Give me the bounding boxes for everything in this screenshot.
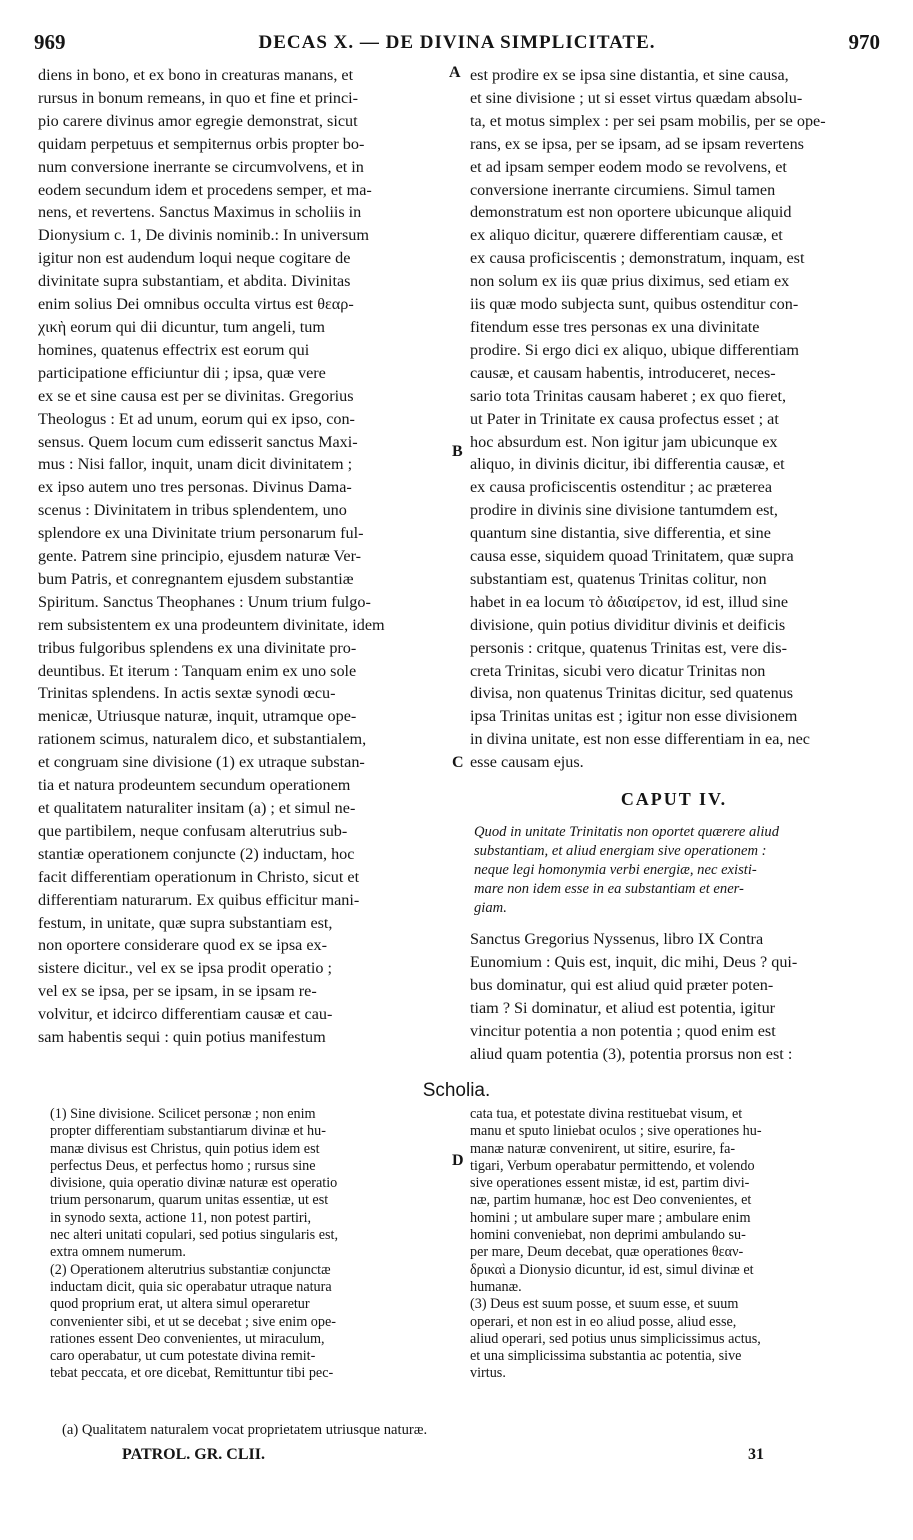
right-column-top-line: in divina unitate, est non esse differentiam in ea, nec [470,730,810,749]
right-column-top-line: ex causa proficiscentis ; demonstratum, inquam, est [470,249,805,268]
margin-marker-a: A [449,64,461,81]
left-column-line: eodem secundum idem et procedens semper, et ma- [38,180,372,199]
right-column-top-line: causa esse, siquidem quoad Trinitatem, quæ supra [470,547,794,566]
footer-signature: 31 [748,1446,764,1463]
right-column-bottom-line: vincitur potentia a non potentia ; quod enim est [470,1021,776,1040]
left-column-line: vel ex se ipsa, per se ipsam, in se ipsam re- [38,982,317,1001]
left-column-line: rem subsistentem ex una prodeuntem divinitate, idem [38,615,385,634]
right-column-bottom-paragraph [470,928,878,1065]
scholia-right-line: operari, et non est in eo aliud posse, aliud esse, [470,1313,737,1330]
right-column-top-line: habet in ea locum τὸ ἀδιαίρετον, id est, illud sine [470,592,789,611]
left-column-line: gente. Patrem sine principio, ejusdem naturæ Ver- [38,547,362,566]
right-column-top-line: sario tota Trinitas causam haberet ; ex quo fieret, [470,386,787,405]
left-column-line: facit differentiam operationum in Christo, sicut et [38,867,360,886]
left-column-line: rationem scimus, naturalem dico, et substantialem, [38,730,367,749]
scholia-right-line: et una simplicissima substantia ac potentia, sive [470,1348,742,1365]
right-column-bottom-line: Eunomium : Quis est, inquit, dic mihi, Deus ? qui- [470,952,798,971]
scholia-right-line: tigari, Verbum operabatur permittendo, et volendo [470,1157,755,1174]
right-column-bottom-line: aliud quam potentia (3), potentia prorsus non est : [470,1044,793,1063]
left-column-line: χικὴ eorum qui dii dicuntur, tum angeli, tum [38,317,325,336]
scholia-left-line: trium personarum, quarum unitas essentiæ, ut est [50,1192,329,1209]
left-column-line: stantiæ operationem conjuncte (2) inductam, hoc [38,844,355,863]
scholia-right-line: aliud operari, sed potius unus simplicissimus actus, [470,1330,761,1347]
right-column-bottom-line: bus dominatur, qui est aliud quid præter poten- [470,975,774,994]
left-column-line: Dionysium c. 1, De divinis nominib.: In universum [38,226,369,245]
right-column-top-line: creta Trinitas, sicubi vero dicatur Trinitas non [470,661,766,680]
left-column-line: Theologus : Et ad unum, eorum qui ex ipso, con- [38,409,355,428]
left-column-line: num conversione inerrante se circumvolvens, et in [38,157,364,176]
left-column-line: sensus. Quem locum cum edisserit sanctus Maxi- [38,432,358,451]
left-column-line: ex ipso autem uno tres personas. Divinus Dama- [38,478,352,497]
scholia-left-line: (2) Operationem alterutrius substantiæ conjunctæ [50,1261,331,1278]
right-column-top-line: et ad ipsam semper eodem modo se revolvens, et [470,157,787,176]
running-header [34,30,880,60]
chapter-summary-line: Quod in unitate Trinitatis non oportet quærere aliud [474,824,779,840]
right-column-top-line: quantum sine distantia, sive differentia, et sine [470,524,771,543]
scholia-left-line: propter differentiam substantiarum divinæ et hu- [50,1123,326,1140]
scholia-right-line: manu et sputo liniebat oculos ; sive operationes hu- [470,1123,762,1140]
left-column-line: divinitate supra substantiam, et abdita. Divinitas [38,272,351,291]
scholia-right-line: (3) Deus est suum posse, et suum esse, et suum [470,1296,739,1313]
scholia-left-line: caro operabatur, ut cum potestate divina remit- [50,1348,316,1365]
scholia-left-line: rationes essent Deo convenientes, ut miraculum, [50,1330,325,1347]
chapter-summary [470,823,878,918]
left-column-line: mus : Nisi fallor, inquit, unam dicit divinitatem ; [38,455,353,474]
footer-volume: PATROL. GR. CLII. [122,1446,265,1463]
running-title: DECAS X. — DE DIVINA SIMPLICITATE. [258,32,656,53]
scholia-left-line: perfectus Deus, et perfectus homo ; rursus sine [50,1157,316,1174]
right-column-top-line: substantiam est, quatenus Trinitas colitur, non [470,569,767,588]
scholia-right-line: homini ; ut ambulare super mare ; ambulare enim [470,1209,751,1226]
right-column-text [470,64,878,1065]
left-column-line: igitur non est audendum loqui neque cogitare de [38,249,351,268]
scholia-left-line: manæ divisus est Christus, quin potius idem est [50,1140,320,1157]
left-column-line: rursus in bonum remeans, in quo et fine et princi- [38,88,359,107]
right-column-top-paragraph [470,64,878,774]
left-column-line: Trinitas splendens. In actis sextæ synodi œcu- [38,684,336,703]
right-column-top-line: ipsa Trinitas unitas est ; igitur non esse divisionem [470,707,798,726]
left-column-text [38,64,446,1049]
left-column-line: sam habentis sequi : quin potius manifestum [38,1028,326,1047]
right-column-top-line: rans, ex se ipsa, per se ipsam, ad se ipsam revertens [470,134,804,153]
scholia-left-line: (1) Sine divisione. Scilicet personæ ; non enim [50,1106,316,1122]
left-column-line: que partibilem, neque confusam alterutrius sub- [38,821,348,840]
right-column-top-line: ut Pater in Trinitate ex causa profectus esset ; at [470,409,779,428]
left-column-line: sistere dicitur., vel ex se ipsa prodit operatio ; [38,959,332,978]
left-column-line: differentiam naturarum. Ex quibus efficitur mani- [38,890,360,909]
scholia-left-line: extra omnem numerum. [50,1244,186,1261]
left-column-line: Spiritum. Sanctus Theophanes : Unum trium fulgo- [38,592,371,611]
scholia-left-line: quod proprium erat, ut altera simul operaretur [50,1296,310,1313]
margin-marker-b: B [452,443,463,460]
left-column-line: et qualitatem naturaliter insitam (a) ; et simul ne- [38,799,356,817]
right-column-top-line: non solum ex iis quæ prius diximus, sed etiam ex [470,272,790,291]
right-column-top-line: conversione inerrante circumiens. Simul tamen [470,180,776,199]
right-column-top-line: divisa, non quatenus Trinitas dicitur, sed quatenus [470,684,794,703]
left-column-line: quidam perpetuus et sempiternus orbis propter bo- [38,134,365,153]
right-page-number: 970 [848,30,880,54]
scholia-left-line: nec alteri unitati copulari, sed potius singularis est, [50,1227,339,1244]
left-column-line: menicæ, Utriusque naturæ, inquit, utramque ope- [38,707,357,726]
left-column-line: non oportere considerare quod ex se ipsa ex- [38,936,328,955]
footnote: (a) Qualitatem naturalem vocat proprietatem utriusque naturæ. [62,1422,428,1438]
left-column-line: splendore ex una Divinitate trium personarum ful- [38,524,364,543]
left-column-line: volvitur, et idcirco differentiam causæ et cau- [38,1005,333,1024]
chapter-summary-line: neque legi homonymia verbi energiæ, nec existi- [474,862,757,878]
left-page-number: 969 [34,30,66,54]
scholia-left-line: tebat peccata, et ore dicebat, Remittuntur tibi pec- [50,1365,334,1382]
right-column-top-line: ex causa proficiscentis ostenditur ; ac præterea [470,478,773,497]
left-column-line: et congruam sine divisione (1) ex utraque substan- [38,753,365,772]
right-column-bottom-line: Sanctus Gregorius Nyssenus, libro IX Contra [470,930,764,948]
right-column-top-line: iis quæ modo subjecta sunt, quibus ostenditur con- [470,295,799,314]
scholia-right-line: virtus. [470,1365,506,1382]
left-column-line: bum Patris, et conregnantem ejusdem substantiæ [38,569,354,588]
margin-marker-c: C [452,754,464,771]
scholia-right-column [470,1106,878,1383]
right-column-top-line: aliquo, in divinis dicitur, ibi differentia causæ, et [470,455,785,474]
right-column-bottom-line: tiam ? Si dominatur, et aliud est potentia, igitur [470,998,776,1017]
chapter-summary-line: substantiam, et aliud energiam sive operationem : [474,843,767,859]
left-column-line: pio carere divinus amor egregie demonstrat, sicut [38,111,358,130]
scholia-right-line: δρικαὶ a Dionysio dicuntur, id est, simul divinæ et [470,1261,754,1278]
right-column-top-line: ex aliquo dicitur, quærere differentiam causæ, et [470,226,783,245]
scholia-left-line: in synodo sexta, actione 11, non potest partiri, [50,1209,312,1226]
scholia-right-line: per mare, Deum decebat, quæ operationes θεαν- [470,1244,744,1261]
scholia-left-line: divisione, quia operatio divinæ naturæ est operatio [50,1175,338,1192]
scholia-right-line: manæ naturæ convenirent, ut sitire, esurire, fa- [470,1140,736,1157]
scholia-heading: Scholia. [422,1080,491,1101]
right-column-top-line: causæ, et causam habentis, introduceret, neces- [470,363,776,382]
left-column-line: scenus : Divinitatem in tribus splendentem, uno [38,501,347,520]
chapter-heading: CAPUT IV. [620,789,728,810]
left-column-line: enim solius Dei omnibus occulta virtus est θεαρ- [38,295,354,314]
left-column-line: deuntibus. Et iterum : Tanquam enim ex uno sole [38,661,357,680]
right-column-top-line: divisione, quin potius dividitur divinis et deificis [470,615,786,634]
left-column-line: tribus fulgoribus splendens ex una divinitate pro- [38,638,357,657]
right-column-top-line: ta, et motus simplex : per sei psam mobilis, per se ope- [470,111,826,130]
right-column-top-line: demonstratum est non oportere ubicunque aliquid [470,203,792,222]
right-column-top-line: est prodire ex se ipsa sine distantia, et sine causa, [470,66,789,84]
right-column-top-line: fitendum esse tres personas ex una divinitate [470,317,760,336]
left-column-line: festum, in unitate, quæ supra substantiam est, [38,913,333,932]
scholia-right-line: humanæ. [470,1278,522,1295]
scholia-left-column [50,1106,442,1383]
right-column-top-line: personis : critque, quatenus Trinitas est, vere dis- [470,638,787,657]
right-column-top-line: hoc absurdum est. Non igitur jam ubicunque ex [470,432,778,451]
margin-marker-d: D [452,1152,464,1169]
scholia-right-line: homini conveniebat, non deprimi ambulando su- [470,1227,746,1244]
left-column-line: homines, quatenus effectrix est eorum qui [38,340,310,359]
chapter-summary-line: giam. [474,900,507,916]
left-column-line: diens in bono, et ex bono in creaturas manans, et [38,66,354,84]
scholia-right-line: næ, partim humanæ, hoc est Deo convenientes, et [470,1192,752,1209]
right-column-top-line: prodire in divinis sine divisione tantumdem est, [470,501,778,520]
right-column-top-line: et sine divisione ; ut si esset virtus quædam absolu- [470,88,803,107]
scholia-left-line: inductam dicit, quia sic operabatur utraque natura [50,1278,332,1295]
left-column-line: tia et natura prodeuntem secundum operationem [38,776,351,795]
right-column-top-line: esse causam ejus. [470,753,584,772]
scholia-right-line: sive operationes essent mistæ, id est, partim divi- [470,1175,750,1192]
left-column-line: nens, et revertens. Sanctus Maximus in scholiis in [38,203,362,222]
scholia-right-line: cata tua, et potestate divina restituebat visum, et [470,1106,743,1122]
left-column-line: participatione efficiuntur dii ; ipsa, quæ vere [38,363,326,382]
chapter-summary-line: mare non idem esse in ea substantiam et ener- [474,881,744,897]
scholia-left-line: convenienter sibi, et ut se decebat ; sive enim ope- [50,1313,337,1330]
right-column-top-line: prodire. Si ergo dici ex aliquo, ubique differentiam [470,340,799,359]
left-column-line: ex se et sine causa est per se divinitas. Gregorius [38,386,354,405]
